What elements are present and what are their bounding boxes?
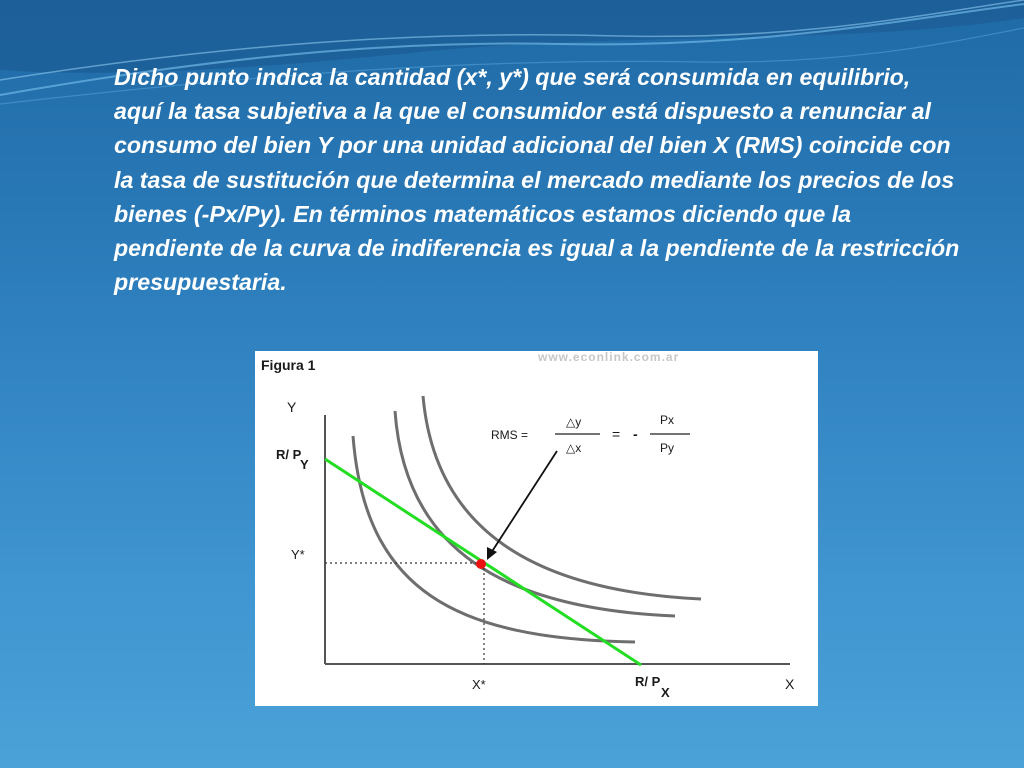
equilibrium-x-label: X* (472, 677, 486, 692)
figure-panel (255, 351, 818, 706)
formula-equals: = (612, 426, 621, 442)
formula-denominator-dx: △x (566, 441, 582, 455)
x-axis-label: X (785, 676, 795, 692)
formula-rms-label: RMS = (491, 428, 529, 442)
formula-numerator-dy: △y (566, 415, 582, 429)
equilibrium-point (476, 559, 486, 569)
formula-numerator-px: Px (660, 413, 675, 427)
budget-y-intercept-sub: Y (300, 457, 309, 472)
budget-y-intercept-label: R/ P (276, 447, 302, 462)
formula-arrow (491, 451, 557, 553)
figure-title: Figura 1 (261, 357, 316, 373)
budget-x-intercept-sub: X (661, 685, 670, 700)
slide-paragraph: Dicho punto indica la cantidad (x*, y*) que será consumida en equilibrio, aquí la tasa subjetiva a la que el consumidor está dispuesto a renunciar al consumo del bien Y por una unidad adicional del bien X (RMS) coincide con la tasa de sustitución que determina el mercado mediante los precios de los bienes (-Px/Py). En términos matemáticos estamos diciendo que la pendiente de la curva de indiferencia es igual a la pendiente de la restricción presupuestaria. (114, 64, 960, 296)
formula-minus: - (633, 426, 638, 442)
equilibrium-y-label: Y* (291, 547, 305, 562)
indifference-diagram (255, 351, 818, 706)
budget-x-intercept-label: R/ P (635, 674, 661, 689)
arrow-head (487, 547, 497, 560)
formula-denominator-py: Py (660, 441, 675, 455)
y-axis-label: Y (287, 399, 297, 415)
watermark: www.econlink.com.ar (538, 351, 680, 364)
